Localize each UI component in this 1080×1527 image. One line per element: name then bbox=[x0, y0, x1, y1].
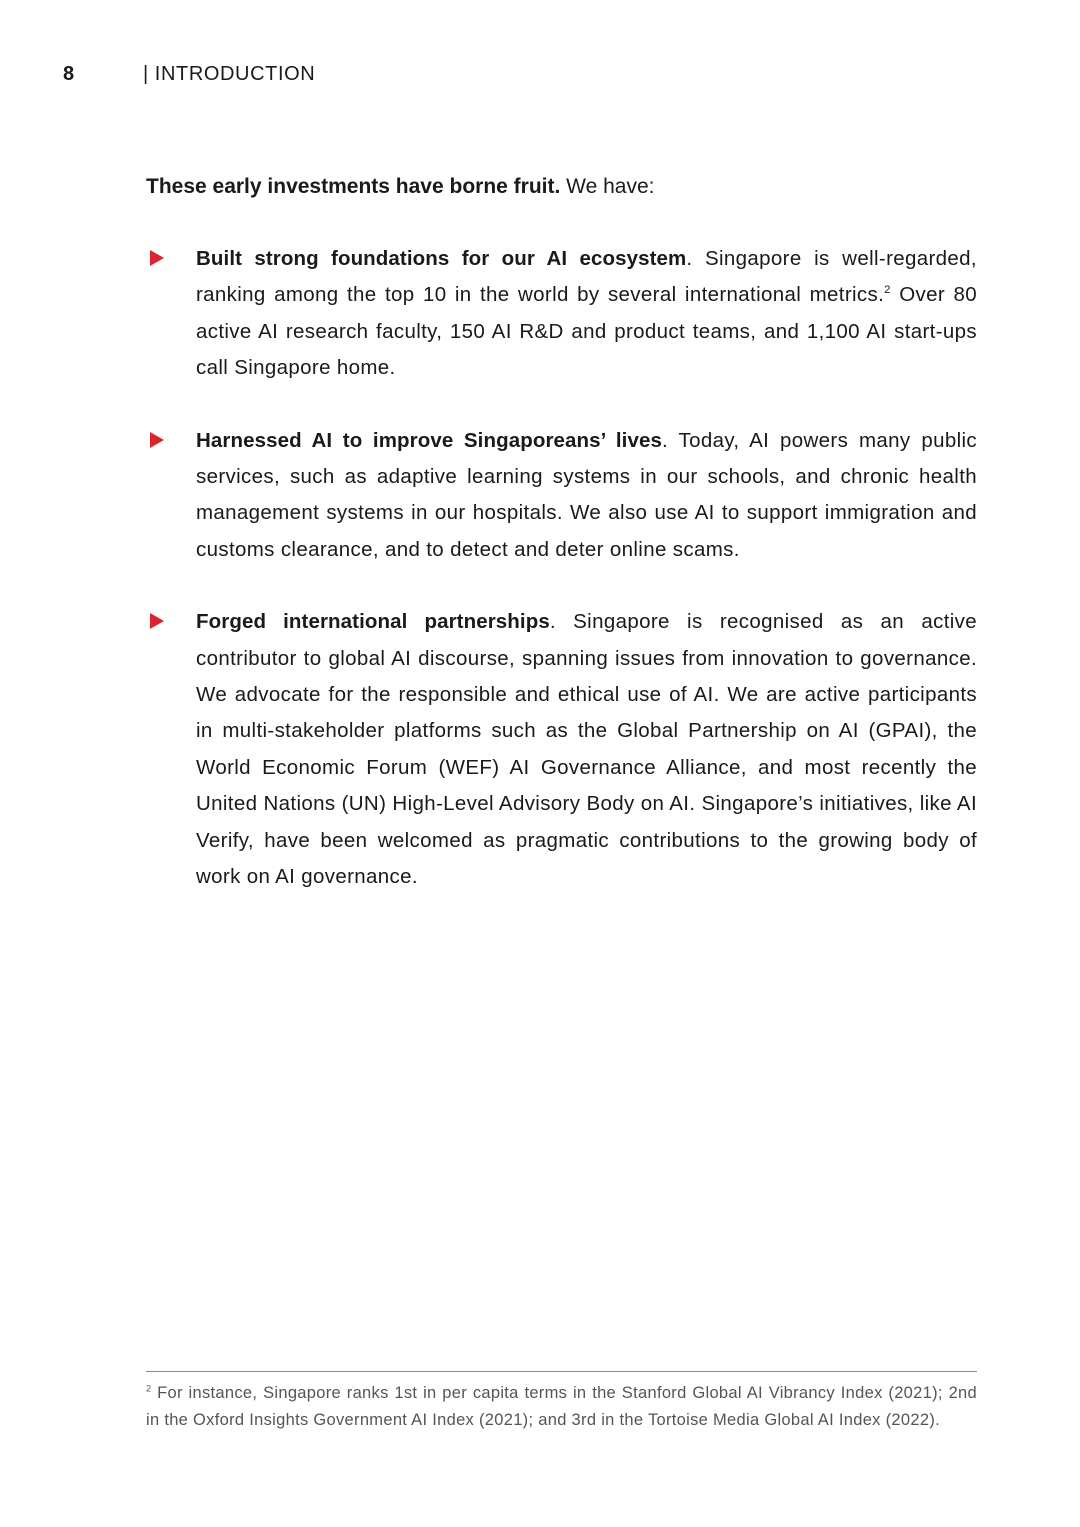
achievements-list bbox=[146, 241, 977, 932]
footnote bbox=[146, 1380, 977, 1433]
list-item-heading: Built strong foundations for our AI ecosystem bbox=[196, 247, 687, 270]
list-item-heading: Harnessed AI to improve Singaporeans’ lives bbox=[196, 428, 662, 452]
triangle-bullet-icon bbox=[150, 613, 164, 629]
list-item-text bbox=[196, 423, 977, 569]
footnote-divider bbox=[146, 1371, 977, 1372]
triangle-bullet-icon bbox=[150, 432, 164, 448]
list-item-body: . Singapore is well-regarded, ranking among the top 10 in the world by several international metrics. bbox=[196, 247, 977, 307]
list-item-foundations bbox=[146, 241, 977, 387]
section-header bbox=[143, 63, 315, 86]
page-number: 8 bbox=[63, 63, 75, 85]
footnote-reference[interactable]: 2 bbox=[884, 284, 891, 297]
list-item-partnerships bbox=[146, 604, 977, 895]
intro-bold: These early investments have borne fruit. bbox=[146, 175, 561, 198]
list-item-body: . Singapore is recognised as an active contributor to global AI discourse, spanning issues from innovation to governance. We advocate for the responsible and ethical use of AI. We are active participants in multi-stakeholder platforms such as the Global Partnership on AI (GPAI), the World Economic Forum (WEF) AI Governance Alliance, and most recently the United Nations (UN) High-Level Advisory Body on AI. Singapore’s initiatives, like AI Verify, have been welcomed as pragmatic contributions to the growing body of work on AI governance. bbox=[196, 610, 977, 889]
list-item-text bbox=[196, 604, 977, 895]
triangle-bullet-icon bbox=[150, 250, 164, 266]
intro-paragraph bbox=[146, 172, 976, 202]
list-item-heading: Forged international partnerships bbox=[196, 610, 550, 634]
list-item-text bbox=[196, 241, 977, 387]
footnote-marker: 2 bbox=[146, 1383, 152, 1394]
section-title: INTRODUCTION bbox=[154, 63, 316, 85]
list-item-body: . Today, AI powers many public services, such as adaptive learning systems in our schools, and chronic health management systems in our hospitals. We also use AI to support immigration and customs clearance, and to detect and deter online scams. bbox=[196, 428, 977, 561]
list-item-harnessed bbox=[146, 423, 977, 569]
list-item-body-continued: Over 80 active AI research faculty, 150 AI R&D and product teams, and 1,100 AI start-ups call Singapore home. bbox=[196, 283, 977, 380]
footnote-text: For instance, Singapore ranks 1st in per capita terms in the Stanford Global AI Vibrancy Index (2021); 2nd in the Oxford Insights Government AI Index (2021); and 3rd in the Tortoise Media Global AI Index (2022). bbox=[146, 1384, 977, 1429]
intro-rest: We have: bbox=[560, 175, 655, 198]
section-divider: | bbox=[143, 63, 149, 85]
